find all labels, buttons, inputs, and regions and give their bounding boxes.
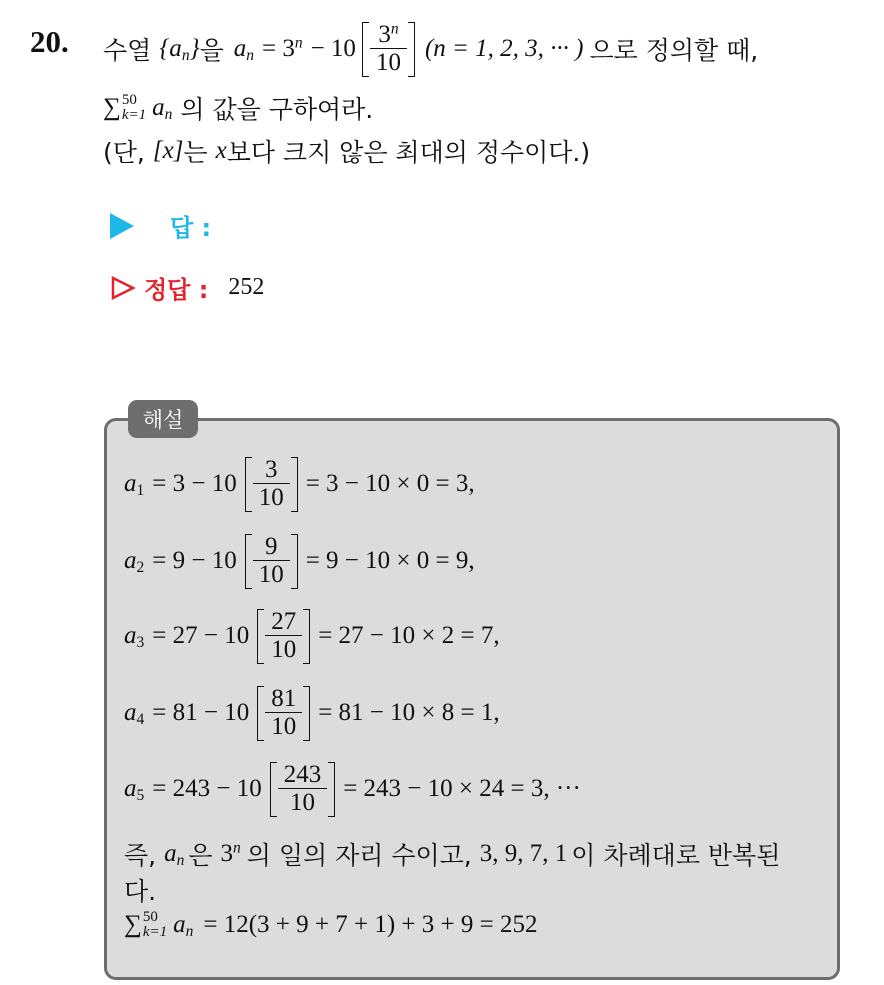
correct-answer-label: 정답 :	[144, 276, 209, 304]
problem-text-ask: 의 값을 구하여라.	[180, 95, 374, 124]
solution-row-1: $a_1$ = 3 − 10 $\frac{3}{10}$ = 3 − 10 × 0 = 3,	[124, 456, 475, 512]
correct-answer-value: 252	[228, 274, 265, 300]
an-symbol-2: $a_n$	[152, 94, 173, 123]
problem-line-2	[103, 90, 373, 126]
problem-line-1	[103, 22, 758, 77]
play-triangle-icon	[110, 213, 134, 239]
solution-row-5: $a_5$ = 243 − 10 $\frac{243}{10}$ = 243 − 10 × 24 = 3, ···	[124, 761, 581, 817]
problem-text-c: 으로 정의할 때,	[589, 36, 759, 66]
solution-sum: ∑ 50 k=1 $a_n$ = 12(3 + 9 + 7 + 1) + 3 + 9 = 252	[124, 909, 538, 940]
problem-text-b: 을	[199, 36, 224, 66]
solution-row-2: $a_2$ = 9 − 10 $\frac{9}{10}$ = 9 − 10 × 0 = 9,	[124, 533, 475, 589]
solution-row-3: $a_3$ = 27 − 10 $\frac{27}{10}$ = 27 − 10 × 2 = 7,	[124, 608, 500, 664]
minus-ten: − 10	[310, 35, 356, 63]
outline-triangle-icon	[110, 275, 136, 301]
condition-open: (단,	[103, 138, 145, 167]
solution-tag: 해설	[128, 400, 198, 438]
condition-c: 보다 크지 않은 최대의 정수이다.)	[226, 138, 591, 167]
floor-x: [x]	[152, 137, 184, 164]
fraction: $\frac{3^n}{10}$	[373, 22, 404, 77]
condition-b: 는	[183, 138, 208, 167]
problem-text-a: 수열	[103, 36, 152, 66]
n-range: (n = 1, 2, 3, ··· )	[424, 35, 584, 63]
correct-answer-row	[110, 270, 264, 305]
set-notation: $\{a_n\}$	[159, 35, 200, 65]
an-symbol: $a_n$	[233, 35, 254, 65]
problem-line-3	[103, 133, 590, 169]
problem-number: 20.	[30, 24, 69, 59]
x-variable: x	[215, 137, 227, 164]
answer-label: 답 :	[170, 214, 212, 242]
solution-text-1: 즉, $a_n$ 은 3$^n$ 의 일의 자리 수이고, 3, 9, 7, 1 이 차례대로 반복된	[124, 839, 781, 870]
power-expression: = $3^n$	[261, 34, 303, 63]
solution-text-2: 다.	[124, 877, 157, 906]
summation: ∑ 50 k=1	[103, 92, 147, 123]
floor-bracket	[362, 22, 415, 77]
answer-row	[110, 208, 211, 243]
solution-row-4: $a_4$ = 81 − 10 $\frac{81}{10}$ = 81 − 10 × 8 = 1,	[124, 685, 500, 741]
